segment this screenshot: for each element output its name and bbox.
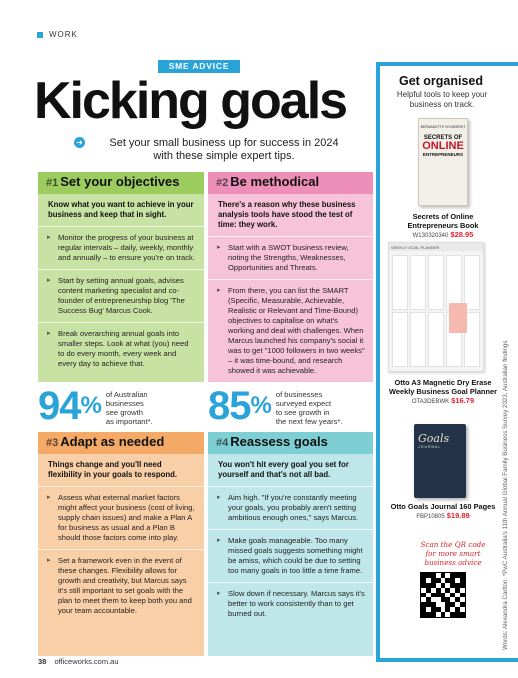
- sidebar-subtitle: Helpful tools to keep your business on track.: [396, 90, 488, 109]
- tip-box-methodical: [208, 172, 373, 382]
- product-book: [388, 212, 498, 241]
- tip-title: Set your objectives: [60, 174, 180, 189]
- tip-box-header: [38, 432, 204, 454]
- product-price: $28.95: [450, 230, 474, 239]
- credits: [502, 150, 516, 650]
- product-price: $19.89: [446, 511, 470, 520]
- stat-caption-line: surveyed expect: [275, 399, 332, 408]
- tip-box-adapt: [38, 432, 204, 656]
- tip-bullets: [208, 486, 373, 625]
- tip-intro: Know what you want to achieve in your business and keep that in sight.: [48, 200, 194, 219]
- book-cover-image: [418, 118, 468, 206]
- tip-bullet: ▸ Make goals manageable. Too many missed goals suggests something might be amiss, which could be due to setting too many goals in too little a time frame.: [208, 529, 373, 582]
- page-number: 38: [38, 657, 47, 666]
- tip-box-reassess: [208, 432, 373, 656]
- product-name: Secrets of Online Entrepreneurs Book: [407, 212, 479, 230]
- tip-box-header: [38, 172, 204, 194]
- tip-title: Reassess goals: [230, 434, 328, 449]
- tip-bullet: ▸ Start by setting annual goals, advises content marketing specialist and co-founder of entrepreneurship blog 'The Success Bug' Marcus Cook.: [38, 269, 204, 322]
- journal-title: Goals: [418, 432, 450, 445]
- stat-caption-line: of businesses: [275, 390, 323, 399]
- sidebar-get-organised: [376, 62, 518, 662]
- product-name: Otto A3 Magnetic Dry Erase Weekly Business Goal Planner: [389, 378, 497, 396]
- stat-value: 85: [208, 384, 251, 428]
- book-title-line-1: SECRETS OF: [423, 135, 463, 141]
- stat-caption: [276, 390, 343, 426]
- stat-caption: [106, 390, 153, 426]
- product-journal: [388, 502, 498, 522]
- stat-unit: %: [80, 392, 102, 419]
- tip-number: #4: [216, 437, 229, 449]
- tip-number: #2: [216, 177, 229, 189]
- kicker-badge: SME ADVICE: [158, 60, 240, 73]
- product-planner: [388, 378, 498, 407]
- tip-box-header: [208, 432, 373, 454]
- tip-title: Be methodical: [230, 174, 320, 189]
- standfirst-line-1: Set your small business up for success in 2024: [109, 137, 339, 149]
- footer-site-link[interactable]: officeworks.com.au: [54, 657, 119, 666]
- section-tag: [37, 30, 78, 39]
- sidebar-title: Get organised: [398, 74, 484, 88]
- headline: Kicking goals: [34, 72, 347, 130]
- tip-number: #3: [46, 437, 59, 449]
- tip-number: #1: [46, 177, 59, 189]
- tip-bullet: ▸ Set a framework even in the event of these changes. Flexibility allows for growth and creativity, but Marcus says it's still important to set goals with the plan to meet them to keep both you and your team accountable.: [38, 549, 204, 622]
- product-code: W130320340: [412, 233, 449, 239]
- tip-bullet: ▸ From there, you can list the SMART (Specific, Measurable, Achievable, Realistic or Relevant and Time-Bound) objectives to capitalise on what's working and deal with challenges. When Marcus launched his company's social it was to get "1000 followers in two weeks" – it was time-bound, and research showed it was achievable.: [208, 279, 373, 382]
- qr-code-icon[interactable]: [420, 572, 466, 618]
- planner-image: [388, 242, 484, 372]
- tip-title: Adapt as needed: [60, 434, 165, 449]
- tip-bullet: ▸ Aim high. "If you're constantly meeting your goals, you probably aren't setting ambitious enough ones," says Marcus.: [208, 486, 373, 529]
- tip-intro: Things change and you'll need flexibility in your goals to respond.: [48, 460, 178, 479]
- product-code: FBP10805: [416, 514, 445, 520]
- section-label: WORK: [49, 30, 78, 39]
- tip-bullets: [38, 226, 204, 375]
- tip-bullet: ▸ Start with a SWOT business review, noting the Strengths, Weaknesses, Opportunities and Threats.: [208, 236, 373, 279]
- tip-bullet: ▸ Assess what external market factors might affect your business (cost of living, supply chain issues) and make a Plan A for business as usual and a Plan B should those factors come into play.: [38, 486, 204, 549]
- planner-sticky-note: [449, 303, 467, 333]
- tip-bullet: ▸ Monitor the progress of your business at regular intervals – daily, weekly, monthly and annually – to ensure you're on track.: [38, 226, 204, 269]
- stat-unit: %: [250, 392, 272, 419]
- tip-bullets: [38, 486, 204, 622]
- book-author: BERNADETTE SCHWERDT: [420, 125, 466, 129]
- stat-caption-line: businesses: [105, 399, 144, 408]
- tip-intro: You won't hit every goal you set for yourself and that's not all bad.: [218, 460, 349, 479]
- scan-qr-caption: Scan the QR code for more smart business advice: [420, 540, 486, 567]
- section-square-icon: [37, 32, 43, 38]
- product-price: $16.79: [451, 396, 475, 405]
- standfirst: [74, 137, 374, 163]
- tip-box-objectives: [38, 172, 204, 382]
- tip-bullet: ▸ Slow down if necessary. Marcus says it's better to work consistently than to get burned out.: [208, 582, 373, 625]
- standfirst-line-2: with these simple expert tips.: [153, 150, 295, 162]
- book-title-line-3: ENTREPRENEURS: [422, 152, 464, 157]
- stat-caption-line: the next few years*.: [275, 417, 343, 426]
- stat-caption-line: to see growth in: [275, 408, 330, 417]
- credits-text: Words: Alexandra Carlton. *PwC Australia's 11th Annual Global Family Business Survey 2023, Australian findings: [502, 340, 509, 650]
- tip-bullet: ▸ Break overarching annual goals into smaller steps. Look at what (you) need to do every month, every week and every day to achieve that.: [38, 322, 204, 375]
- tip-intro: There's a reason why these business analysis tools have stood the test of time: they work.: [218, 200, 356, 229]
- journal-subtitle: JOURNAL: [418, 445, 442, 449]
- tip-box-header: [208, 172, 373, 194]
- product-name: Otto Goals Journal 160 Pages: [390, 502, 496, 511]
- stat-value: 94: [38, 384, 81, 428]
- journal-image: [414, 424, 466, 498]
- stat-94-percent: [38, 386, 153, 426]
- page-footer: [38, 657, 119, 666]
- book-title-line-2: ONLINE: [422, 140, 464, 152]
- stat-caption-line: of Australian: [105, 390, 148, 399]
- planner-header: WEEKLY GOAL PLANNER: [389, 243, 483, 251]
- stat-85-percent: [208, 386, 343, 426]
- tip-bullets: [208, 236, 373, 382]
- stat-caption-line: as important*.: [105, 417, 153, 426]
- product-code: OTA3DEBWK: [411, 399, 450, 405]
- arrow-right-icon: ➜: [74, 137, 85, 148]
- stat-caption-line: see growth: [105, 408, 143, 417]
